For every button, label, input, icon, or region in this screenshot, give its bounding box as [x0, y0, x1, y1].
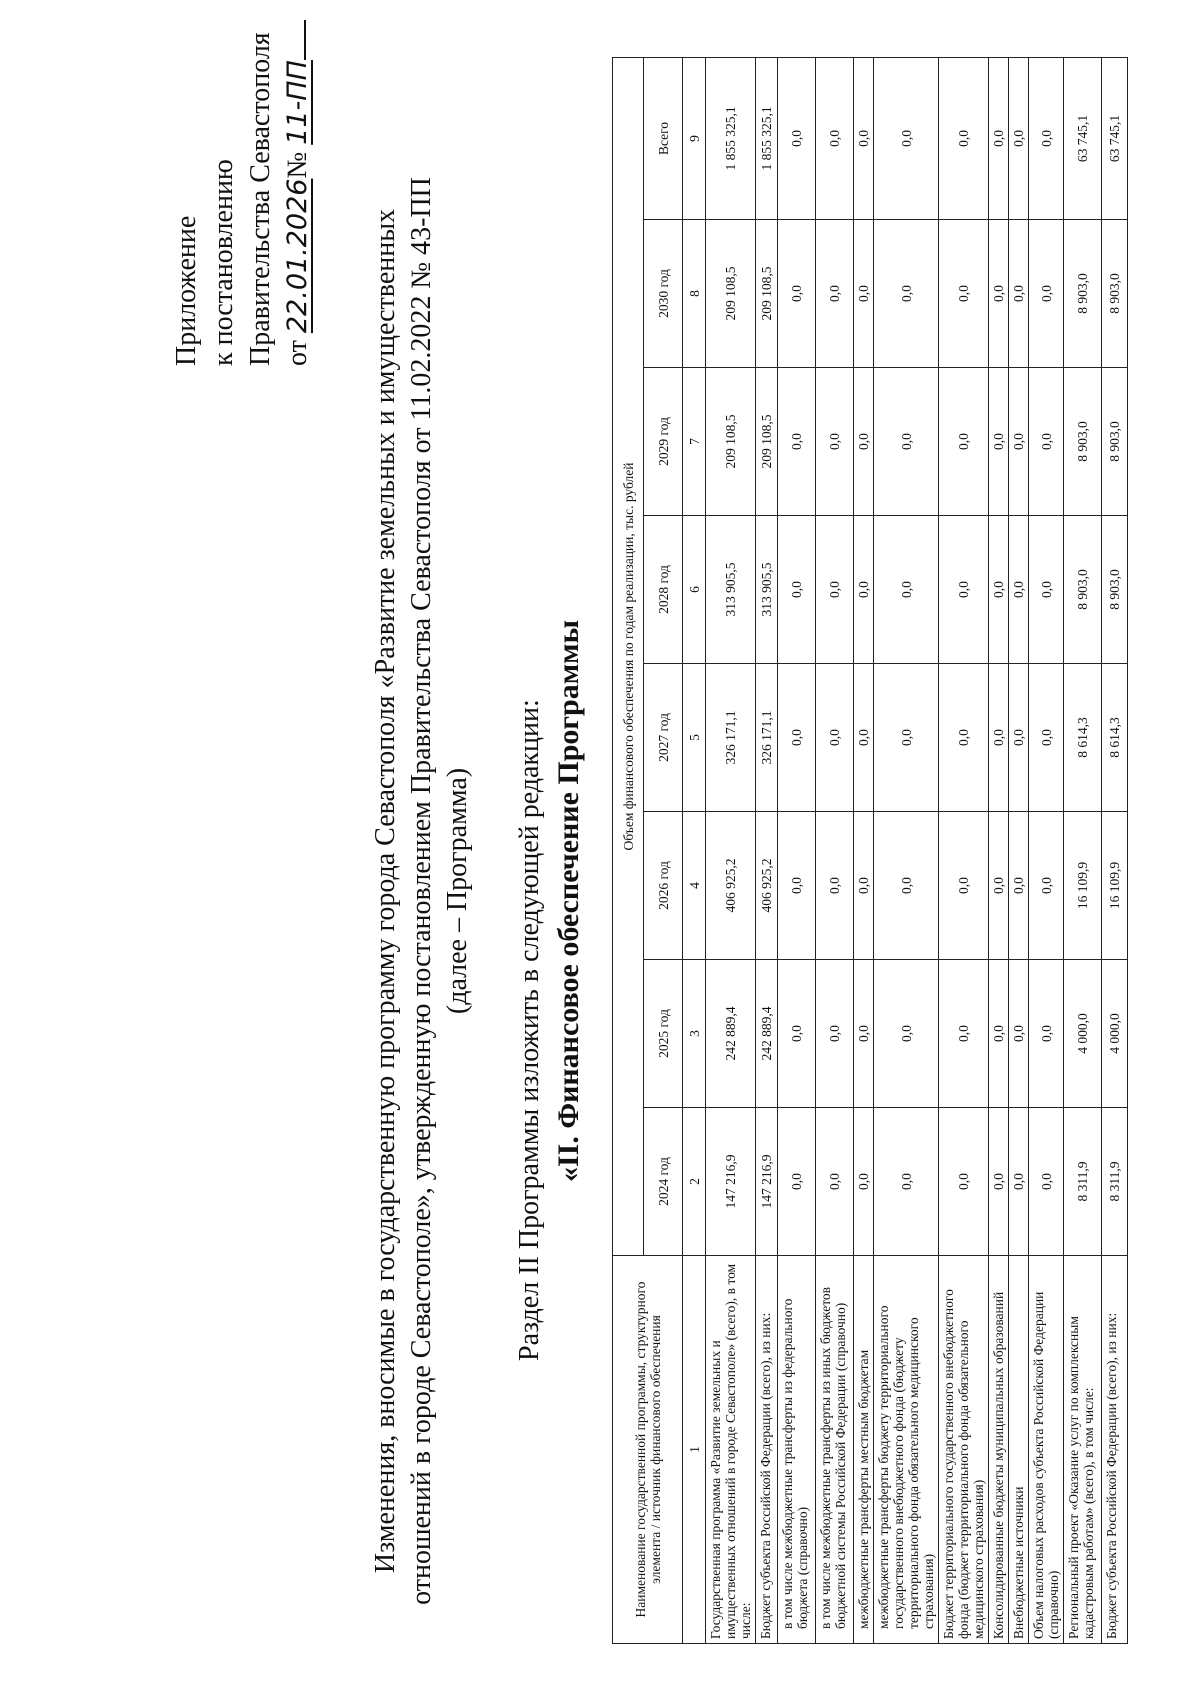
row-label: Объем налоговых расходов субъекта Российской Федерации (справочно) — [1029, 1256, 1064, 1644]
funding-group-header: Объем финансового обеспечения по годам реализации, тыс. рублей — [613, 57, 644, 1255]
column-number: 4 — [683, 812, 706, 960]
row-label: Бюджет субъекта Российской Федерации (всего), из них: — [1102, 1256, 1128, 1644]
section-intro: Раздел II Программы изложить в следующей редакции: — [514, 699, 545, 1361]
cell-value: 0,0 — [1029, 220, 1064, 368]
cell-value: 0,0 — [989, 220, 1009, 368]
cell-value: 16 109,9 — [1064, 812, 1102, 960]
row-label: Бюджет территориального государственного внебюджетного фонда (бюджет территориального фонда обязательного медицинского страхования) — [939, 1256, 989, 1644]
appendix-block — [168, 20, 316, 366]
cell-value: 8 311,9 — [1102, 1108, 1128, 1256]
table-row — [874, 57, 939, 1643]
cell-value: 8 903,0 — [1064, 220, 1102, 368]
cell-value: 0,0 — [874, 220, 939, 368]
cell-value: 1 855 325,1 — [706, 57, 756, 219]
cell-value: 0,0 — [874, 57, 939, 219]
row-label: в том числе межбюджетные трансферты из федерального бюджета (справочно) — [778, 1256, 816, 1644]
cell-value: 0,0 — [874, 664, 939, 812]
cell-value: 0,0 — [1029, 368, 1064, 516]
cell-value: 0,0 — [939, 664, 989, 812]
cell-value: 0,0 — [989, 664, 1009, 812]
cell-value: 0,0 — [778, 57, 816, 219]
cell-value: 63 745,1 — [1064, 57, 1102, 219]
cell-value: 0,0 — [816, 368, 854, 516]
section-title: «II. Финансовое обеспечение Программы — [552, 619, 585, 1183]
cell-value: 0,0 — [1029, 1108, 1064, 1256]
cell-value: 0,0 — [1009, 57, 1029, 219]
cell-value: 313 905,5 — [756, 516, 778, 664]
cell-value: 4 000,0 — [1102, 960, 1128, 1108]
cell-value: 0,0 — [1009, 220, 1029, 368]
cell-value: 0,0 — [778, 960, 816, 1108]
table-row — [778, 57, 816, 1643]
cell-value: 209 108,5 — [706, 220, 756, 368]
heading-line-1: Изменения, вносимые в государственную программу города Севастополя «Развитие земельных и имущественных — [370, 208, 401, 1574]
cell-value: 0,0 — [778, 812, 816, 960]
heading-line-2: отношений в городе Севастополе», утвержденную постановлением Правительства Севастополя от 11.02.2022 № 43-ПП — [406, 177, 437, 1605]
cell-value: 326 171,1 — [706, 664, 756, 812]
cell-value: 8 903,0 — [1064, 368, 1102, 516]
row-label: Консолидированные бюджеты муниципальных образований — [989, 1256, 1009, 1644]
cell-value: 0,0 — [854, 960, 874, 1108]
year-header: 2026 год — [644, 812, 683, 960]
cell-value: 0,0 — [874, 812, 939, 960]
cell-value: 0,0 — [939, 57, 989, 219]
handwritten-date: 22.01.2026 — [282, 178, 313, 334]
table-row — [706, 57, 756, 1643]
cell-value: 0,0 — [939, 220, 989, 368]
cell-value: 0,0 — [778, 1108, 816, 1256]
year-header: 2028 год — [644, 516, 683, 664]
cell-value: 209 108,5 — [706, 368, 756, 516]
column-number: 1 — [683, 1256, 706, 1644]
document-heading — [368, 176, 476, 1606]
cell-value: 0,0 — [1029, 960, 1064, 1108]
row-label: Государственная программа «Развитие земельных и имущественных отношений в городе Севастополе» (всего), в том числе: — [706, 1256, 756, 1644]
column-number: 7 — [683, 368, 706, 516]
column-number: 5 — [683, 664, 706, 812]
cell-value: 0,0 — [854, 664, 874, 812]
cell-value: 406 925,2 — [706, 812, 756, 960]
cell-value: 0,0 — [939, 516, 989, 664]
cell-value: 0,0 — [854, 220, 874, 368]
cell-value: 0,0 — [854, 516, 874, 664]
cell-value: 0,0 — [989, 812, 1009, 960]
cell-value: 0,0 — [816, 1108, 854, 1256]
cell-value: 147 216,9 — [706, 1108, 756, 1256]
cell-value: 242 889,4 — [756, 960, 778, 1108]
cell-value: 0,0 — [1029, 516, 1064, 664]
cell-value: 0,0 — [816, 960, 854, 1108]
row-label: Бюджет субъекта Российской Федерации (всего), из них: — [756, 1256, 778, 1644]
cell-value: 209 108,5 — [756, 368, 778, 516]
cell-value: 63 745,1 — [1102, 57, 1128, 219]
row-label: в том числе межбюджетные трансферты из иных бюджетов бюджетной системы Российской Федерации (справочно) — [816, 1256, 854, 1644]
row-label: Региональный проект «Оказание услуг по комплексным кадастровым работам» (всего), в том числе: — [1064, 1256, 1102, 1644]
table-row — [854, 57, 874, 1643]
table-row — [989, 57, 1009, 1643]
column-number: 3 — [683, 960, 706, 1108]
table-row — [1009, 57, 1029, 1643]
year-header: 2027 год — [644, 664, 683, 812]
handwritten-number: 11-ПП — [282, 60, 313, 145]
year-header: 2025 год — [644, 960, 683, 1108]
cell-value: 0,0 — [816, 664, 854, 812]
year-header: 2030 год — [644, 220, 683, 368]
cell-value: 0,0 — [816, 220, 854, 368]
cell-value: 242 889,4 — [706, 960, 756, 1108]
cell-value: 0,0 — [874, 516, 939, 664]
name-column-header: Наименование государственной программы, структурного элемента / источник финансового обеспечения — [613, 1256, 683, 1644]
cell-value: 326 171,1 — [756, 664, 778, 812]
cell-value: 0,0 — [1009, 1108, 1029, 1256]
cell-value: 4 000,0 — [1064, 960, 1102, 1108]
appendix-line-3: Правительства Севастополя — [245, 32, 276, 366]
cell-value: 0,0 — [989, 57, 1009, 219]
year-header: 2024 год — [644, 1108, 683, 1256]
cell-value: 8 903,0 — [1064, 516, 1102, 664]
row-label: межбюджетные трансферты местным бюджетам — [854, 1256, 874, 1644]
cell-value: 0,0 — [1029, 57, 1064, 219]
cell-value: 0,0 — [1009, 960, 1029, 1108]
cell-value: 0,0 — [778, 220, 816, 368]
appendix-line-1: Приложение — [171, 215, 202, 366]
cell-value: 0,0 — [1009, 516, 1029, 664]
cell-value: 0,0 — [874, 1108, 939, 1256]
row-label: Внебюджетные источники — [1009, 1256, 1029, 1644]
cell-value: 1 855 325,1 — [756, 57, 778, 219]
cell-value: 0,0 — [816, 57, 854, 219]
appendix-line-2: к постановлению — [208, 159, 239, 366]
cell-value: 0,0 — [939, 368, 989, 516]
cell-value: 209 108,5 — [756, 220, 778, 368]
row-label: межбюджетные трансферты бюджету территориального государственного внебюджетного фонда (бюджету территориального фонда обязательного медицинского страхования) — [874, 1256, 939, 1644]
cell-value: 313 905,5 — [706, 516, 756, 664]
table-row — [1102, 57, 1128, 1643]
cell-value: 0,0 — [854, 368, 874, 516]
cell-value: 0,0 — [816, 516, 854, 664]
cell-value: 16 109,9 — [1102, 812, 1128, 960]
cell-value: 8 614,3 — [1064, 664, 1102, 812]
table-body — [706, 57, 1128, 1643]
cell-value: 0,0 — [874, 368, 939, 516]
cell-value: 0,0 — [1029, 812, 1064, 960]
cell-value: 0,0 — [854, 812, 874, 960]
cell-value: 8 614,3 — [1102, 664, 1128, 812]
table-row — [939, 57, 989, 1643]
cell-value: 0,0 — [1029, 664, 1064, 812]
table-row — [1064, 57, 1102, 1643]
cell-value: 0,0 — [778, 368, 816, 516]
cell-value: 0,0 — [1009, 812, 1029, 960]
total-header: Всего — [644, 57, 683, 219]
cell-value: 406 925,2 — [756, 812, 778, 960]
appendix-date-line — [279, 20, 316, 366]
table-row — [816, 57, 854, 1643]
column-number: 2 — [683, 1108, 706, 1256]
column-number: 9 — [683, 57, 706, 219]
underline-filler — [303, 20, 306, 60]
cell-value: 0,0 — [939, 960, 989, 1108]
column-number: 8 — [683, 220, 706, 368]
cell-value: 0,0 — [989, 960, 1009, 1108]
date-prefix: от — [282, 340, 313, 366]
cell-value: 8 903,0 — [1102, 220, 1128, 368]
cell-value: 0,0 — [816, 812, 854, 960]
year-header: 2029 год — [644, 368, 683, 516]
table-row — [1029, 57, 1064, 1643]
cell-value: 0,0 — [778, 664, 816, 812]
cell-value: 0,0 — [854, 57, 874, 219]
cell-value: 8 311,9 — [1064, 1108, 1102, 1256]
cell-value: 0,0 — [989, 1108, 1009, 1256]
column-number-row — [683, 57, 706, 1643]
cell-value: 147 216,9 — [756, 1108, 778, 1256]
cell-value: 8 903,0 — [1102, 516, 1128, 664]
cell-value: 0,0 — [874, 960, 939, 1108]
cell-value: 0,0 — [939, 1108, 989, 1256]
cell-value: 0,0 — [854, 1108, 874, 1256]
heading-line-3: (далее – Программа) — [442, 767, 473, 1015]
cell-value: 0,0 — [1009, 368, 1029, 516]
column-number: 6 — [683, 516, 706, 664]
financing-table — [612, 57, 1128, 1644]
cell-value: 0,0 — [939, 812, 989, 960]
table-row — [756, 57, 778, 1643]
cell-value: 0,0 — [989, 368, 1009, 516]
cell-value: 0,0 — [1009, 664, 1029, 812]
cell-value: 8 903,0 — [1102, 368, 1128, 516]
cell-value: 0,0 — [778, 516, 816, 664]
number-prefix: № — [282, 151, 313, 179]
cell-value: 0,0 — [989, 516, 1009, 664]
